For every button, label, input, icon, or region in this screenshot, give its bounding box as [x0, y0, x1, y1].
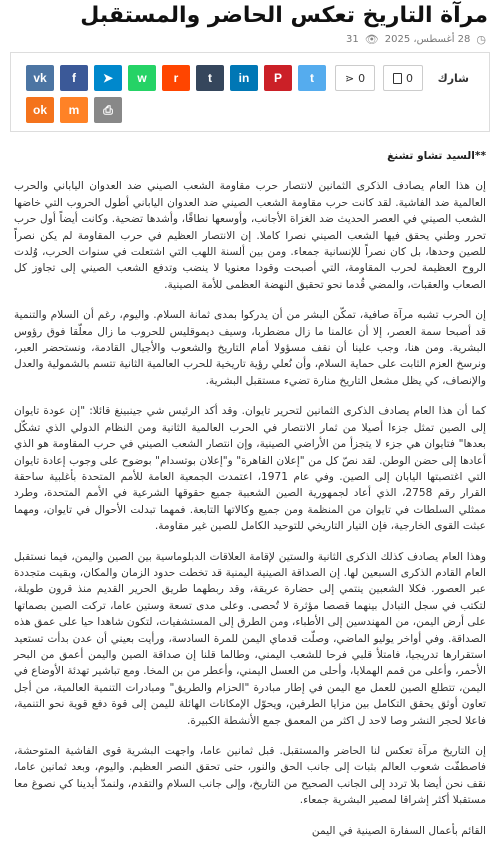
article-body [14, 148, 486, 853]
mix-icon: m [68, 103, 80, 117]
article-paragraph-2: إن الحرب تشبه مرآة صافية، تمكّن البشر من أن يدركوا بمدى ثمانة السلام. واليوم، رغم أن السلام والتنمية قد أصبحا سمة العصر، إلا أن عالمنا ما زال مضطربا، وسيف ديموقليس للحروب ما زال معلّقا فوق رؤوس البشرية. ومن هنا، وجب علينا أن نقف مسؤولا أمام التاريخ والشعوب والأجيال القادمة، ونستحضر العبر، ونرسخ العزم الثابت على حماية السلام، وأن نُعلي رؤية تاريخية للحرب العالمية الثانية تتسم بالشمولية والعدل والإنصاف، كي يظل مشعل التاريخ منارة تضيء مستقبل البشرية. [14, 309, 486, 387]
share-icon: ⋖ [344, 71, 355, 85]
article-signature: القائم بأعمال السفارة الصينية في اليمن [311, 824, 486, 837]
reddit-share-button[interactable] [162, 65, 190, 91]
pinterest-icon: P [274, 71, 283, 85]
print-icon: ⎙ [103, 102, 113, 117]
whatsapp-icon: w [137, 71, 147, 85]
telegram-icon: ➤ [102, 71, 114, 85]
article-author: **السيد تشاو تشنغ [387, 150, 486, 162]
page-title: مرآة التاريخ تعكس الحاضر والمستقبل [80, 3, 488, 28]
mix-share-button[interactable] [60, 97, 88, 123]
linkedin-icon: in [238, 71, 250, 85]
whatsapp-share-button[interactable] [128, 65, 156, 91]
share-label: شارك [437, 72, 469, 85]
vkontakte-icon: vk [33, 71, 47, 85]
pinterest-share-button[interactable] [264, 65, 292, 91]
reddit-icon: r [173, 71, 179, 85]
article-paragraph-3: كما أن هذا العام يصادف الذكرى الثمانين لتحرير تايوان. وقد أكد الرئيس شي جينبينغ قائلا: "إن عودة تايوان إلى الصين تمثل جزءا أصيلا من ثمار الانتصار في الحرب العالمية الثانية ومن النظام الدولي الذي تشكّل بعدها" فتايوان هي جزء لا يتجزأ من الأراضي الصينية، وإن انتصار الشعب الصيني في حرب المقاومة هو الذي أعادها إلى حضن الوطن. لقد نصّ كل من "إعلان القاهرة" و"إعلان بوتسدام" بوضوح على وجوب إعادة تايوان التي اغتصبتها اليابان إلى الصين. وفي عام 1971، اعتمدت الجمعية العامة للأمم المتحدة بأغلبية ساحقة القرار رقم 2758، الذي أعاد لجمهورية الصين الشعبية جميع حقوقها الشرعية في الأمم المتحدة، وطرد ممثلي السلطات في تايوان من المنظمة ومن جميع وكالاتها التابعة. فمهما تبدلت الأحوال في تايوان، ومهما عبثت القوى الخارجية، فإن التيار التاريخي للتوحيد الكامل للصين غير مقاومة. [14, 405, 486, 533]
tumblr-share-button[interactable] [196, 65, 224, 91]
ok-icon: ok [33, 103, 48, 117]
ok-share-button[interactable] [26, 97, 54, 123]
vkontakte-share-button[interactable] [26, 65, 54, 91]
like-icon [393, 73, 402, 84]
share-bar [10, 52, 490, 132]
facebook-icon: f [72, 71, 76, 85]
twitter-share-button[interactable] [298, 65, 326, 91]
tumblr-icon: t [208, 71, 212, 85]
view-count: 31 [346, 33, 359, 45]
linkedin-share-button[interactable] [230, 65, 258, 91]
article-paragraph-1: إن هذا العام يصادف الذكرى الثمانين لانتصار حرب مقاومة الشعب الصيني ضد العدوان الياباني والحرب العالمية ضد الفاشية. لقد كانت حرب مقاومة الشعب الصيني ضد العدوان الياباني أطول الحروب التي خاضها الشعب الصيني في العصر الحديث ضد الغزاة الأجانب، وأوسعها نطاقًا، وأشدها تضحية. وكانت أيضاً أول حرب تحرر وطني يحقق فيها الشعب الصيني نصرا كاملا. إن الانتصار العظيم في حرب المقاومة لم يكن نصراً للصين وحدها، بل كان نصراً للإنسانية جمعاء. ومن بين ألسنة اللهب التي اشتعلت في سنوات الحرب، وُلدت الروح العظيمة لحرب المقاومة، التي أصبحت وقودا معنويا لا ينضب وتدفع الشعب الصيني إلى تجاوز كل الصعاب والعقبات، والمضي قُدما نحو تحقيق النهضة العظمى للأمة الصينية. [14, 180, 486, 291]
eye-icon: 👁 [364, 32, 379, 46]
like-counter[interactable] [383, 65, 423, 91]
telegram-share-button[interactable] [94, 65, 122, 91]
twitter-icon: t [310, 71, 314, 85]
article-paragraph-4: وهذا العام يصادف كذلك الذكرى الثانية والستين لإقامة العلاقات الدبلوماسية بين الصين واليمن، فيما نستقبل العام القادم الذكرى السبعين لها. إن الصداقة الصينية اليمنية قد تخطت حدود الزمان والمكان، وبقيت متجددة عبر العصور. فكلا الشعبين ينتمي إلى حضارة عريقة، وقد ربطهما طريق الحرير القديم منذ قرون طويلة، لتكتب في سجل التبادل بينهما قصصا مؤثرة لا تُحصى. وعلى مدى تسعة وستين عاما، تركت الصين بصماتها على أرض اليمن، من المهندسين إلى الأطباء، ومن الطرق إلى المستشفيات، لتكون شاهدا حيا على عمق هذه الصداقة. وفي أواخر يوليو الماضي، وصلّت قدماي اليمن للمرة السادسة، ورأيت بعيني أن عدن بدأت تستعيد استقرارها تدريجيا، فامتلأ قلبي فرحا للشعب اليمني، وطالما قلنا إن صداقة الصين واليمن أعمق من البحر الأحمر، وأعلى من قمم الهملايا، وأحلى من العسل اليمني، وأعطر من بن المخا. ومع تباشير تهدئة الأوضاع في اليمن، تتطلع الصين للعمل مع اليمن في إطار مبادرة "الحزام والطريق" ومبادرات التنمية العالمية، من أجل تعاون أوثق يحقق التكامل بين مزايا الطرفين، ويحوّل الإمكانات الهائلة لليمن إلى قوة دفع قوية نحو التنمية، فاعلا لحجر النشر وصا لاحد ل اكثر من المعمق جمع الأنشطة الكبيرة. [13, 550, 486, 727]
article-meta [346, 30, 486, 48]
share-counter[interactable] [335, 65, 375, 91]
clock-icon: ◷ [476, 32, 486, 46]
facebook-share-button[interactable] [60, 65, 88, 91]
print-share-button[interactable] [94, 97, 122, 123]
share-count: 0 [358, 71, 366, 85]
publish-date: 28 أغسطس، 2025 [384, 33, 471, 45]
like-count: 0 [406, 71, 413, 85]
article-paragraph-5: إن التاريخ مرآة تعكس لنا الحاضر والمستقبل. قبل ثمانين عاما، واجهت البشرية قوى الفاشية المتوحشة، فاصطفّت شعوب العالم بثبات إلى جانب الحق والنور، حتى تحقق النصر العظيم. واليوم، وبعد ثمانين عاما، نقف نحن أيضا بلا تردد إلى الجانب الصحيح من التاريخ، وإلى جانب السلام والتقدم، ولنمدّ أيدينا كي نصوغ معا مستقبلا أكثر إشراقا لمصير البشرية جمعاء. [14, 745, 486, 807]
